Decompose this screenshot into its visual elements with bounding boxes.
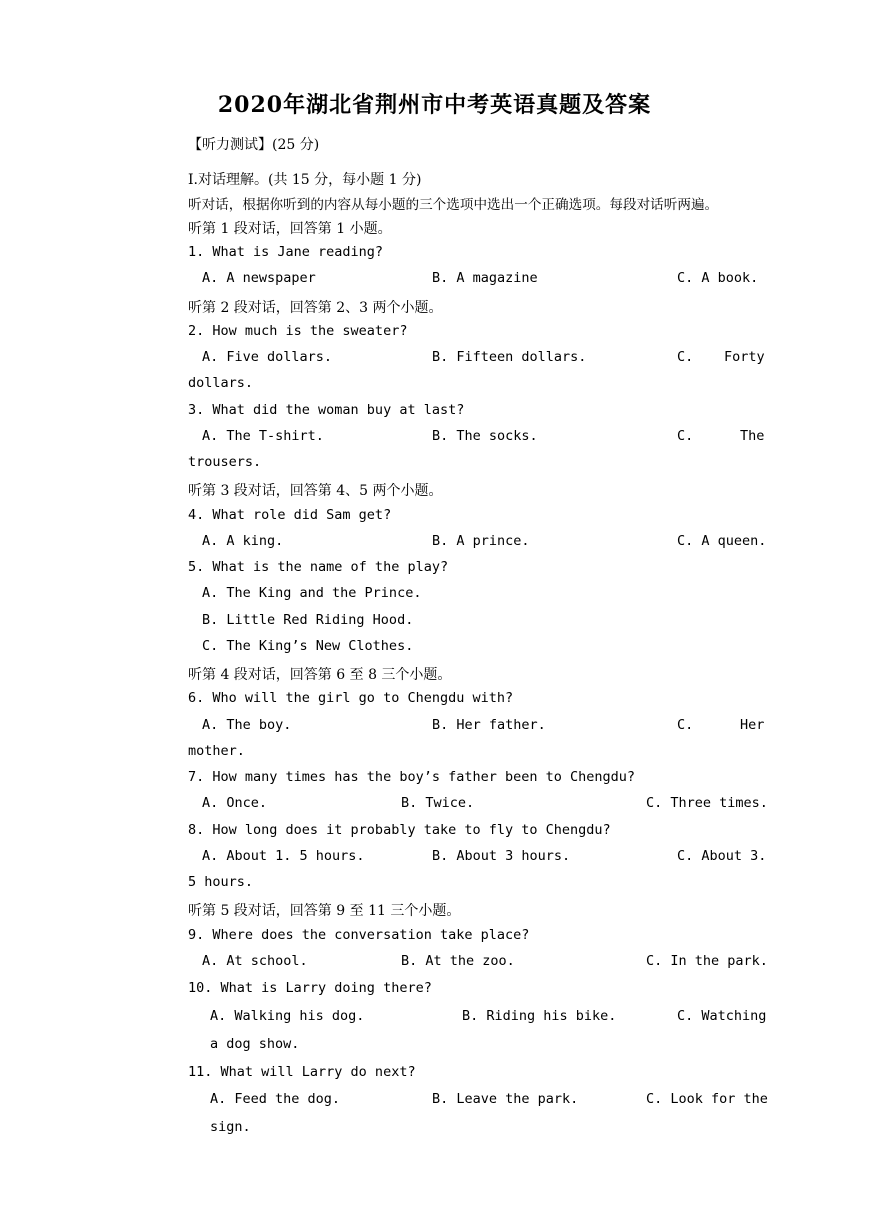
option-b: B. About 3 hours. bbox=[432, 848, 571, 864]
question-text: 7. How many times has the boy’s father been to Chengdu? bbox=[188, 769, 636, 785]
option-a: A. Five dollars. bbox=[202, 349, 333, 365]
option-b: B. At the zoo. bbox=[401, 953, 515, 969]
option-c-text: Her bbox=[740, 717, 765, 733]
option-b: B. Her father. bbox=[432, 717, 546, 733]
question-text: 8. How long does it probably take to fly to Chengdu? bbox=[188, 822, 611, 838]
option-c: C. About 3. bbox=[677, 848, 767, 864]
option-c-text: Forty bbox=[724, 349, 765, 365]
option-a: A. A newspaper bbox=[202, 270, 316, 286]
option-b: B. The socks. bbox=[432, 428, 538, 444]
question-text: 2. How much is the sweater? bbox=[188, 323, 408, 339]
option-b: B. Fifteen dollars. bbox=[432, 349, 587, 365]
page-title: 2020年湖北省荆州市中考英语真题及答案 bbox=[217, 92, 652, 118]
option-c: C. In the park. bbox=[646, 953, 768, 969]
option-a: A. Feed the dog. bbox=[210, 1091, 341, 1107]
question-text: 5. What is the name of the play? bbox=[188, 559, 449, 575]
option-c: C. A book. bbox=[677, 270, 759, 286]
dialogue-intro: 听第 4 段对话，回答第 6 至 8 三个小题。 bbox=[188, 667, 452, 683]
question-text: 10. What is Larry doing there? bbox=[188, 980, 432, 996]
question-text: 3. What did the woman buy at last? bbox=[188, 402, 465, 418]
option-a: A. About 1. 5 hours. bbox=[202, 848, 365, 864]
option-c-continuation: mother. bbox=[188, 743, 245, 759]
dialogue-intro: 听第 3 段对话，回答第 4、5 两个小题。 bbox=[188, 483, 443, 499]
option-c-continuation: a dog show. bbox=[210, 1036, 300, 1052]
part-heading: I.对话理解。(共 15 分，每小题 1 分) bbox=[188, 172, 422, 188]
option-a: A. A king. bbox=[202, 533, 284, 549]
option-c: C. Three times. bbox=[646, 795, 768, 811]
option-c: C. Look for the bbox=[646, 1091, 768, 1107]
part-instruction: 听对话，根据你听到的内容从每小题的三个选项中选出一个正确选项。每段对话听两遍。 bbox=[188, 197, 719, 213]
option-b: B. Little Red Riding Hood. bbox=[202, 612, 414, 628]
option-a: A. Walking his dog. bbox=[210, 1008, 365, 1024]
option-b: B. A magazine bbox=[432, 270, 538, 286]
question-text: 9. Where does the conversation take place? bbox=[188, 927, 530, 943]
option-a: A. The King and the Prince. bbox=[202, 585, 422, 601]
dialogue-intro: 听第 2 段对话，回答第 2、3 两个小题。 bbox=[188, 300, 443, 316]
option-c: C. Watching bbox=[677, 1008, 767, 1024]
option-c-continuation: sign. bbox=[210, 1119, 251, 1135]
option-a: A. The T-shirt. bbox=[202, 428, 324, 444]
question-text: 6. Who will the girl go to Chengdu with? bbox=[188, 690, 514, 706]
dialogue-intro: 听第 1 段对话，回答第 1 小题。 bbox=[188, 221, 392, 237]
question-text: 11. What will Larry do next? bbox=[188, 1064, 416, 1080]
question-text: 1. What is Jane reading? bbox=[188, 244, 384, 260]
dialogue-intro: 听第 5 段对话，回答第 9 至 11 三个小题。 bbox=[188, 903, 461, 919]
option-c-label: C. bbox=[677, 349, 694, 365]
option-c: C. A queen. bbox=[677, 533, 767, 549]
option-c-label: C. bbox=[677, 428, 694, 444]
option-b: B. A prince. bbox=[432, 533, 530, 549]
option-c-continuation: 5 hours. bbox=[188, 874, 254, 890]
option-c-continuation: dollars. bbox=[188, 375, 254, 391]
option-a: A. At school. bbox=[202, 953, 308, 969]
option-c-continuation: trousers. bbox=[188, 454, 262, 470]
option-c: C. The King’s New Clothes. bbox=[202, 638, 414, 654]
option-a: A. The boy. bbox=[202, 717, 292, 733]
option-c-text: The bbox=[740, 428, 765, 444]
section-header: 【听力测试】(25 分) bbox=[188, 137, 320, 153]
option-c-label: C. bbox=[677, 717, 694, 733]
option-b: B. Leave the park. bbox=[432, 1091, 579, 1107]
option-a: A. Once. bbox=[202, 795, 268, 811]
question-text: 4. What role did Sam get? bbox=[188, 507, 392, 523]
option-b: B. Twice. bbox=[401, 795, 475, 811]
option-b: B. Riding his bike. bbox=[462, 1008, 617, 1024]
